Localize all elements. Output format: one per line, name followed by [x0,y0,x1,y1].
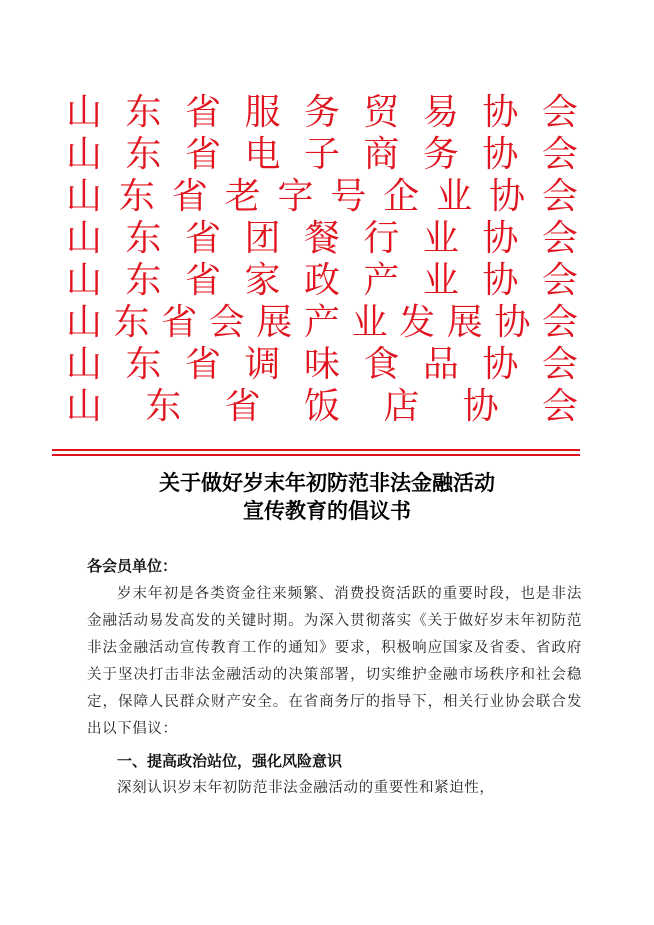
org-name-char: 协 [482,92,519,133]
org-name-char: 务 [303,92,340,133]
org-name-char: 商 [363,134,400,175]
section-heading-1: 一、提高政治站位，强化风险意识 [117,752,343,770]
org-name-line [66,92,578,134]
org-name-char: 山 [66,176,103,217]
org-name-char: 山 [66,134,103,175]
org-name-char: 贸 [363,92,400,133]
org-name-char: 协 [482,134,519,175]
org-name-char: 东 [125,92,162,133]
org-name-char: 山 [66,260,103,301]
org-name-char: 老 [224,176,261,217]
org-name-line [66,260,578,302]
org-name-char: 餐 [303,218,340,259]
org-name-char: 山 [66,344,103,385]
org-name-char: 东 [125,260,162,301]
org-name-char: 业 [422,260,459,301]
org-name-char: 家 [244,260,281,301]
org-name-char: 协 [489,176,526,217]
org-name-char: 省 [184,218,221,259]
org-name-char: 调 [244,344,281,385]
org-name-char: 号 [330,176,367,217]
org-name-char: 品 [422,344,459,385]
org-name-char: 企 [383,176,420,217]
org-name-char: 协 [482,260,519,301]
org-name-char: 会 [541,218,578,259]
org-name-char: 会 [541,134,578,175]
org-name-char: 会 [541,344,578,385]
org-name-char: 协 [482,344,519,385]
org-name-char: 山 [66,218,103,259]
org-name-char: 味 [303,344,340,385]
org-name-char: 省 [184,344,221,385]
org-name-char: 东 [125,134,162,175]
org-name-char: 山 [66,386,103,427]
org-name-char: 店 [383,386,420,427]
org-name-char: 饭 [303,386,340,427]
org-name-char: 省 [184,92,221,133]
org-name-char: 会 [541,260,578,301]
org-name-char: 服 [244,92,281,133]
org-name-char: 子 [303,134,340,175]
org-name-char: 产 [363,260,400,301]
org-name-char: 东 [118,176,155,217]
org-name-char: 省 [184,134,221,175]
org-name-char: 东 [113,302,150,343]
document-title-line-2: 宣传教育的倡议书 [243,498,411,523]
org-name-char: 会 [541,176,578,217]
org-name-char: 省 [171,176,208,217]
org-name-char: 协 [494,302,531,343]
org-name-char: 协 [482,218,519,259]
org-name-char: 食 [363,344,400,385]
red-divider-top [52,449,580,451]
salutation: 各会员单位： [87,557,178,575]
org-name-char: 业 [422,218,459,259]
org-name-line [66,176,578,218]
org-name-char: 字 [277,176,314,217]
letterhead [66,92,578,428]
red-divider-bottom [52,454,580,456]
org-name-char: 东 [145,386,182,427]
org-name-char: 业 [351,302,388,343]
section-1-text: 深刻认识岁末年初防范非法金融活动的重要性和紧迫性， [117,780,495,796]
org-name-char: 政 [303,260,340,301]
document-title-line-1: 关于做好岁末年初防范非法金融活动 [159,470,495,495]
org-name-char: 展 [256,302,293,343]
org-name-char: 团 [244,218,281,259]
org-name-char: 电 [244,134,281,175]
org-name-char: 易 [422,92,459,133]
org-name-char: 会 [208,302,245,343]
org-name-line [66,302,578,344]
org-name-line [66,134,578,176]
org-name-line [66,344,578,386]
org-name-line [66,218,578,260]
org-name-char: 会 [541,92,578,133]
org-name-char: 业 [436,176,473,217]
org-name-char: 发 [399,302,436,343]
org-name-char: 会 [541,302,578,343]
org-name-char: 省 [184,260,221,301]
body-paragraph-1: 岁末年初是各类资金往来频繁、消费投资活跃的重要时段，也是非法金融活动易发高发的关键时期。为深入贯彻落实《关于做好岁末年初防范非法金融活动宣传教育工作的通知》要求，积极响应国家及省委、省政府关于坚决打击非法金融活动的决策部署，切实维护金融市场秩序和社会稳定，保障人民群众财产安全。在省商务厅的指导下，相关行业协会联合发出以下倡议： [87,586,582,737]
org-name-char: 山 [66,92,103,133]
org-name-char: 东 [125,344,162,385]
org-name-char: 山 [66,302,103,343]
org-name-char: 行 [363,218,400,259]
org-name-char: 协 [462,386,499,427]
org-name-char: 会 [541,386,578,427]
org-name-char: 东 [125,218,162,259]
org-name-char: 展 [446,302,483,343]
org-name-char: 产 [303,302,340,343]
org-name-char: 省 [161,302,198,343]
org-name-char: 务 [422,134,459,175]
org-name-char: 省 [224,386,261,427]
org-name-line [66,386,578,428]
